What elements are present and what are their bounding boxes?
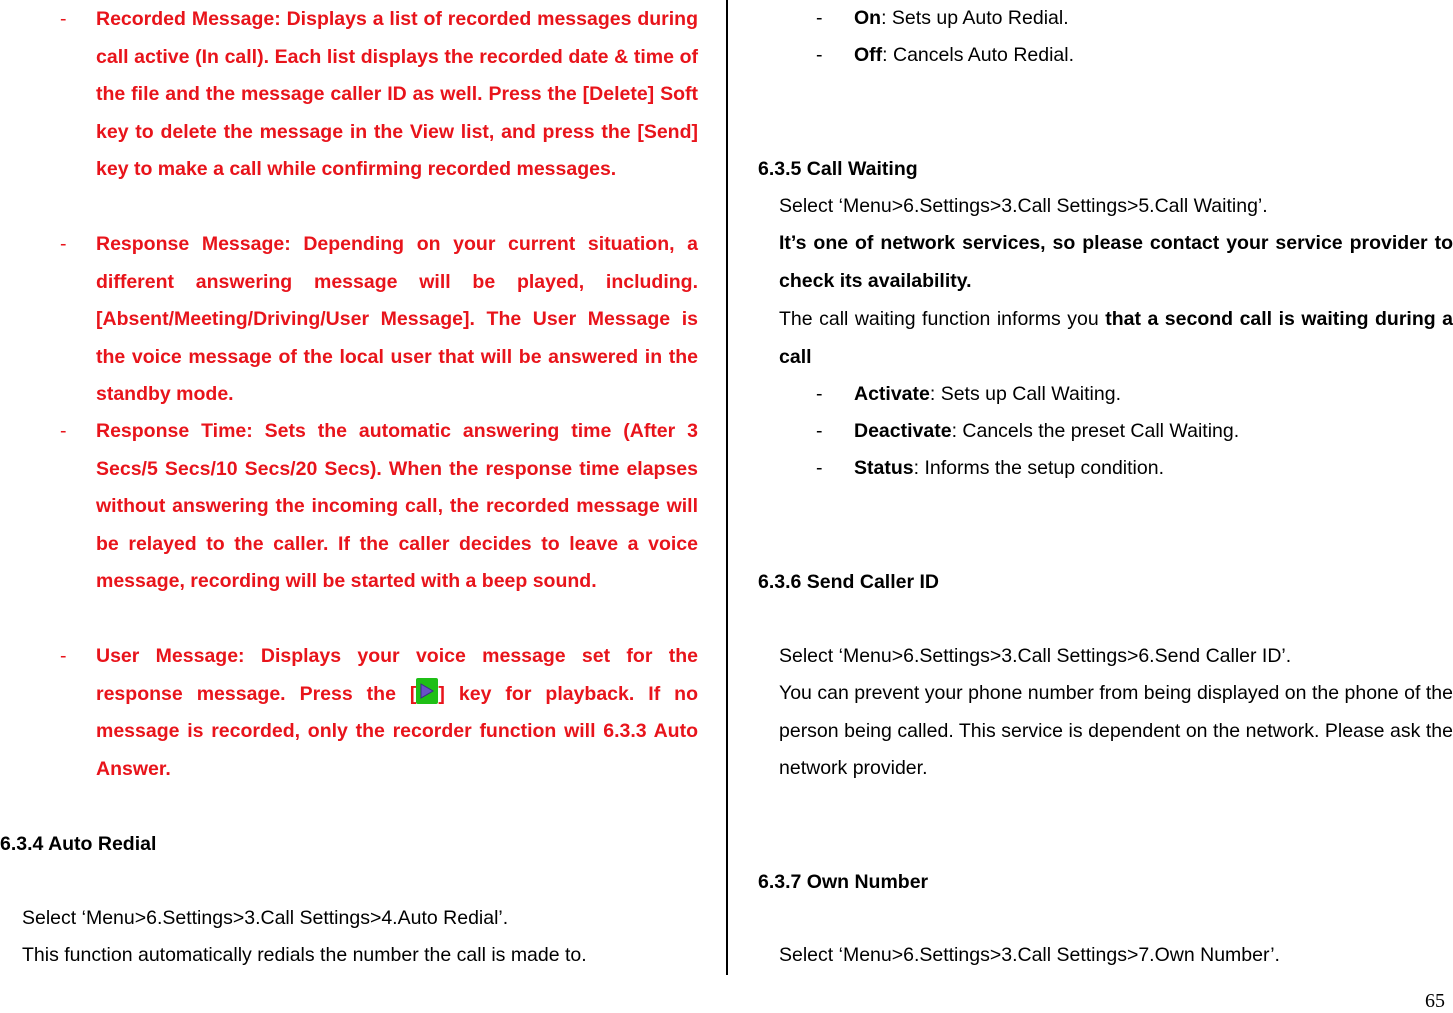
list-item-recorded-message <box>0 1 698 189</box>
option-activate <box>755 376 1121 414</box>
call-waiting-notice: It’s one of network services, so please contact your service provider to check its availability. <box>779 232 1453 292</box>
response-message-text: Response Message: Depending on your current situation, a different answering message will be played, including. [Absent/Meeting/Driving/User Message]. The User Message is the voice message of the local user that will be answered in the standby mode. <box>96 233 698 405</box>
option-label: Status <box>854 457 914 479</box>
call-waiting-desc-plain: The call waiting function informs you <box>779 308 1106 330</box>
option-on <box>755 0 1069 38</box>
section-heading-auto-redial: 6.3.4 Auto Redial <box>0 833 157 855</box>
list-item-user-message <box>0 638 698 788</box>
list-item-response-time <box>0 413 698 601</box>
own-number-select-path: Select ‘Menu>6.Settings>3.Call Settings>7.Own Number’. <box>779 944 1280 966</box>
section-heading-own-number: 6.3.7 Own Number <box>758 871 929 893</box>
call-waiting-description <box>779 301 1453 376</box>
recorded-message-text: Recorded Message: Displays a list of recorded messages during call active (In call). Each list displays the recorded date & time of the file and the message caller ID as well. Press the [Delete] Soft key to delete the message in the View list, and press the [Send] key to make a call while confirming recorded messages. <box>96 8 698 180</box>
option-deactivate <box>755 413 1239 451</box>
option-label: Deactivate <box>854 420 952 442</box>
option-desc: : Sets up Call Waiting. <box>929 383 1121 405</box>
section-heading-send-caller-id: 6.3.6 Send Caller ID <box>758 571 939 593</box>
play-key-icon <box>416 678 438 704</box>
auto-redial-description: This function automatically redials the number the call is made to. <box>22 944 587 966</box>
auto-redial-select-path: Select ‘Menu>6.Settings>3.Call Settings>4.Auto Redial’. <box>22 907 509 929</box>
bullet-dash: - <box>816 44 823 66</box>
option-desc: : Informs the setup condition. <box>913 457 1164 479</box>
page-number: 65 <box>1425 990 1445 1012</box>
option-label: On <box>854 7 882 29</box>
bullet-dash: - <box>60 233 67 255</box>
option-off <box>755 37 1074 75</box>
response-time-text: Response Time: Sets the automatic answering time (After 3 Secs/5 Secs/10 Secs/20 Secs). When the response time elapses without answering the incoming call, the recorded message will be relayed to the caller. If the caller decides to leave a voice message, recording will be started with a beep sound. <box>96 420 698 592</box>
option-label: Activate <box>854 383 930 405</box>
section-heading-call-waiting: 6.3.5 Call Waiting <box>758 158 918 180</box>
option-desc: : Cancels Auto Redial. <box>882 44 1075 66</box>
option-label: Off <box>854 44 883 66</box>
bullet-dash: - <box>816 7 823 29</box>
bullet-dash: - <box>60 8 67 30</box>
bullet-dash: - <box>816 457 823 479</box>
bullet-dash: - <box>816 420 823 442</box>
bullet-dash: - <box>60 645 67 667</box>
call-waiting-desc-bold: that a second call is waiting during a call <box>779 308 1453 368</box>
send-caller-id-select-path: Select ‘Menu>6.Settings>3.Call Settings>6.Send Caller ID’. <box>779 645 1292 667</box>
bullet-dash: - <box>816 383 823 405</box>
send-caller-id-description: You can prevent your phone number from being displayed on the phone of the person being called. This service is dependent on the network. Please ask the network provider. <box>779 682 1453 779</box>
list-item-response-message <box>0 226 698 414</box>
option-desc: : Cancels the preset Call Waiting. <box>951 420 1240 442</box>
user-message-text-before: User Message: Displays your voice message set for the response message. Press the [ <box>96 645 698 705</box>
bullet-dash: - <box>60 420 67 442</box>
user-message-text-after: ] key for playback. If no message is recorded, only the recorder function will 6.3.3 Auto Answer. <box>96 682 698 780</box>
option-desc: : Sets up Auto Redial. <box>881 7 1069 29</box>
call-waiting-select-path: Select ‘Menu>6.Settings>3.Call Settings>5.Call Waiting’. <box>779 195 1268 217</box>
column-divider <box>726 0 728 975</box>
option-status <box>755 450 1164 488</box>
